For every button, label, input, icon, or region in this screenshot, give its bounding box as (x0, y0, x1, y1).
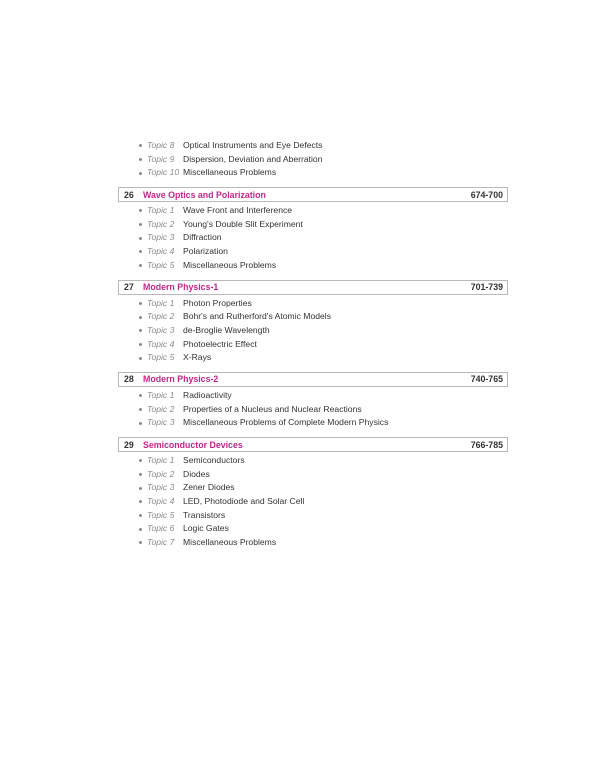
list-item (139, 495, 508, 509)
topic-title: Photon Properties (183, 297, 252, 308)
topic-title: Wave Front and Interference (183, 205, 293, 216)
list-item (139, 139, 508, 153)
bullet-icon (139, 459, 142, 462)
topic-title: Photoelectric Effect (183, 338, 257, 349)
chapter-number: 29 (124, 439, 134, 450)
topic-label: Topic 7 (147, 537, 175, 548)
list-item (139, 310, 508, 324)
bullet-icon (139, 144, 142, 147)
topic-label: Topic 1 (147, 389, 175, 400)
chapter-page-range: 674-700 (470, 189, 503, 200)
chapter-27-topic-list (118, 297, 508, 365)
list-item (139, 481, 508, 495)
topic-label: Topic 5 (147, 509, 175, 520)
topic-title: LED, Photodiode and Solar Cell (183, 496, 305, 507)
topic-label: Topic 8 (147, 140, 175, 150)
topic-label: Topic 2 (147, 468, 175, 479)
bullet-icon (139, 500, 142, 503)
topic-title: Properties of a Nucleus and Nuclear Reactions (183, 403, 362, 414)
bullet-icon (139, 316, 142, 319)
topic-label: Topic 3 (147, 324, 175, 335)
topic-title: Diffraction (183, 232, 222, 243)
chapter-title: Wave Optics and Polarization (143, 189, 266, 200)
bullet-icon (139, 528, 142, 531)
topic-label: Topic 9 (147, 153, 175, 164)
bullet-icon (139, 209, 142, 212)
list-item (139, 259, 508, 273)
topic-label: Topic 1 (147, 455, 175, 465)
chapter-title: Modern Physics-2 (143, 374, 219, 385)
chapter-number: 26 (124, 189, 134, 200)
topic-title: Radioactivity (183, 389, 232, 400)
chapter-28-topic-list (118, 389, 508, 430)
topic-title: Polarization (183, 246, 228, 257)
list-item (139, 403, 508, 417)
list-item (139, 536, 508, 550)
chapter-header-26 (118, 187, 508, 202)
bullet-icon (139, 541, 142, 544)
topic-label: Topic 3 (147, 232, 175, 243)
list-item (139, 297, 508, 311)
table-of-contents (118, 139, 508, 550)
chapter-title: Modern Physics-1 (143, 282, 219, 292)
topic-title: Semiconductors (183, 455, 245, 465)
list-item (139, 153, 508, 167)
chapter-26-topic-list (118, 204, 508, 272)
bullet-icon (139, 422, 142, 425)
chapter-header-27 (118, 280, 508, 295)
bullet-icon (139, 514, 142, 517)
chapter-page-range: 766-785 (470, 439, 503, 450)
chapter-page-range: 701-739 (470, 282, 503, 292)
intro-topic-list (118, 139, 508, 180)
topic-title: Young's Double Slit Experiment (183, 218, 303, 229)
topic-title: Zener Diodes (183, 482, 235, 493)
topic-label: Topic 6 (147, 523, 175, 534)
topic-label: Topic 5 (147, 352, 175, 363)
bullet-icon (139, 487, 142, 490)
topic-title: X-Rays (183, 352, 212, 363)
bullet-icon (139, 302, 142, 305)
bullet-icon (139, 223, 142, 226)
topic-title: Optical Instruments and Eye Defects (183, 140, 323, 150)
chapter-header-29 (118, 437, 508, 452)
bullet-icon (139, 357, 142, 360)
list-item (139, 231, 508, 245)
bullet-icon (139, 408, 142, 411)
topic-label: Topic 1 (147, 205, 175, 216)
list-item (139, 454, 508, 468)
bullet-icon (139, 394, 142, 397)
topic-label: Topic 10 (147, 167, 180, 178)
list-item (139, 338, 508, 352)
topic-title: de-Broglie Wavelength (183, 324, 270, 335)
bullet-icon (139, 158, 142, 161)
chapter-title: Semiconductor Devices (143, 439, 243, 450)
topic-label: Topic 3 (147, 482, 175, 493)
chapter-page-range: 740-765 (470, 374, 503, 385)
topic-title: Miscellaneous Problems of Complete Modern Physics (183, 417, 389, 428)
topic-label: Topic 4 (147, 246, 175, 257)
list-item (139, 245, 508, 259)
chapter-header-28 (118, 372, 508, 387)
topic-title: Dispersion, Deviation and Aberration (183, 153, 323, 164)
topic-title: Miscellaneous Problems (183, 537, 277, 548)
bullet-icon (139, 264, 142, 267)
list-item (139, 522, 508, 536)
bullet-icon (139, 237, 142, 240)
chapter-number: 28 (124, 374, 134, 385)
topic-title: Transistors (183, 509, 226, 520)
topic-label: Topic 1 (147, 297, 175, 308)
topic-title: Bohr's and Rutherford's Atomic Models (183, 311, 332, 322)
bullet-icon (139, 329, 142, 332)
topic-label: Topic 2 (147, 403, 175, 414)
list-item (139, 468, 508, 482)
topic-label: Topic 3 (147, 417, 175, 428)
topic-label: Topic 2 (147, 218, 175, 229)
list-item (139, 351, 508, 365)
topic-label: Topic 4 (147, 496, 175, 507)
chapter-number: 27 (124, 282, 134, 292)
list-item (139, 204, 508, 218)
topic-label: Topic 4 (147, 338, 175, 349)
topic-label: Topic 5 (147, 259, 175, 270)
topic-title: Miscellaneous Problems (183, 167, 277, 178)
bullet-icon (139, 343, 142, 346)
list-item (139, 416, 508, 430)
topic-title: Diodes (183, 468, 210, 479)
bullet-icon (139, 250, 142, 253)
list-item (139, 166, 508, 180)
topic-title: Logic Gates (183, 523, 229, 534)
topic-title: Miscellaneous Problems (183, 259, 277, 270)
list-item (139, 389, 508, 403)
list-item (139, 324, 508, 338)
topic-label: Topic 2 (147, 311, 175, 322)
list-item (139, 509, 508, 523)
bullet-icon (139, 172, 142, 175)
list-item (139, 218, 508, 232)
bullet-icon (139, 473, 142, 476)
chapter-29-topic-list (118, 454, 508, 550)
